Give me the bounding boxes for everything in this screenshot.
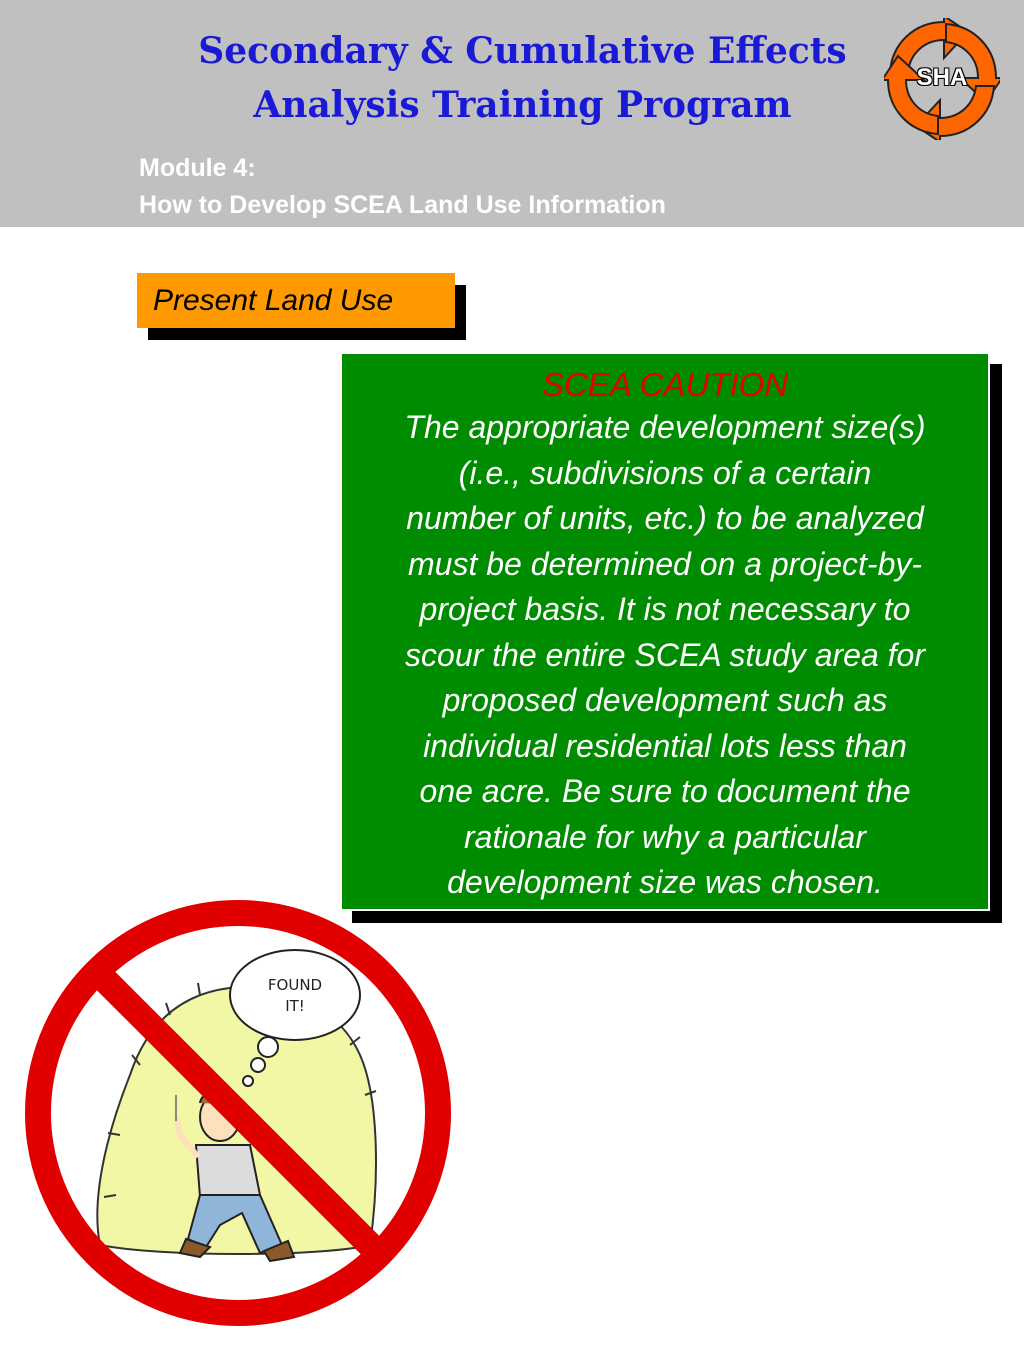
caution-line: development size was chosen. <box>447 864 883 900</box>
caution-line: The appropriate development size(s) <box>404 409 926 445</box>
caution-line: number of units, etc.) to be analyzed <box>406 500 924 536</box>
module-name: How to Develop SCEA Land Use Information <box>139 191 666 219</box>
sha-logo <box>884 18 1000 140</box>
caution-line: scour the entire SCEA study area for <box>405 636 925 673</box>
caution-line: individual residential lots less than <box>423 727 907 764</box>
thought-bubble <box>230 950 360 1040</box>
needle-in-haystack-illustration <box>20 895 460 1335</box>
bubble-text-line-1: FOUND <box>267 976 323 994</box>
caution-line: rationale for why a particular <box>464 818 866 855</box>
title-line-2: Analysis Training Program <box>253 84 792 126</box>
caution-title: SCEA CAUTION <box>541 366 789 403</box>
module-number: Module 4: <box>139 154 256 182</box>
header-banner <box>0 0 1024 227</box>
section-tag: Present Land Use <box>137 273 455 328</box>
caution-line: proposed development such as <box>442 682 888 718</box>
caution-line: must be determined on a project-by- <box>407 545 923 582</box>
caution-line: (i.e., subdivisions of a certain <box>458 454 872 491</box>
caution-box <box>340 352 990 911</box>
caution-line: one acre. Be sure to document the <box>419 773 911 809</box>
logo-text: SHA <box>916 64 968 91</box>
page-title <box>150 24 895 132</box>
bubble-text-line-2: IT! <box>285 997 305 1015</box>
caution-body <box>342 405 988 906</box>
module-subtitle <box>139 150 666 224</box>
caution-line: project basis. It is not necessary to <box>419 591 911 627</box>
title-line-1: Secondary & Cumulative Effects <box>198 30 847 72</box>
